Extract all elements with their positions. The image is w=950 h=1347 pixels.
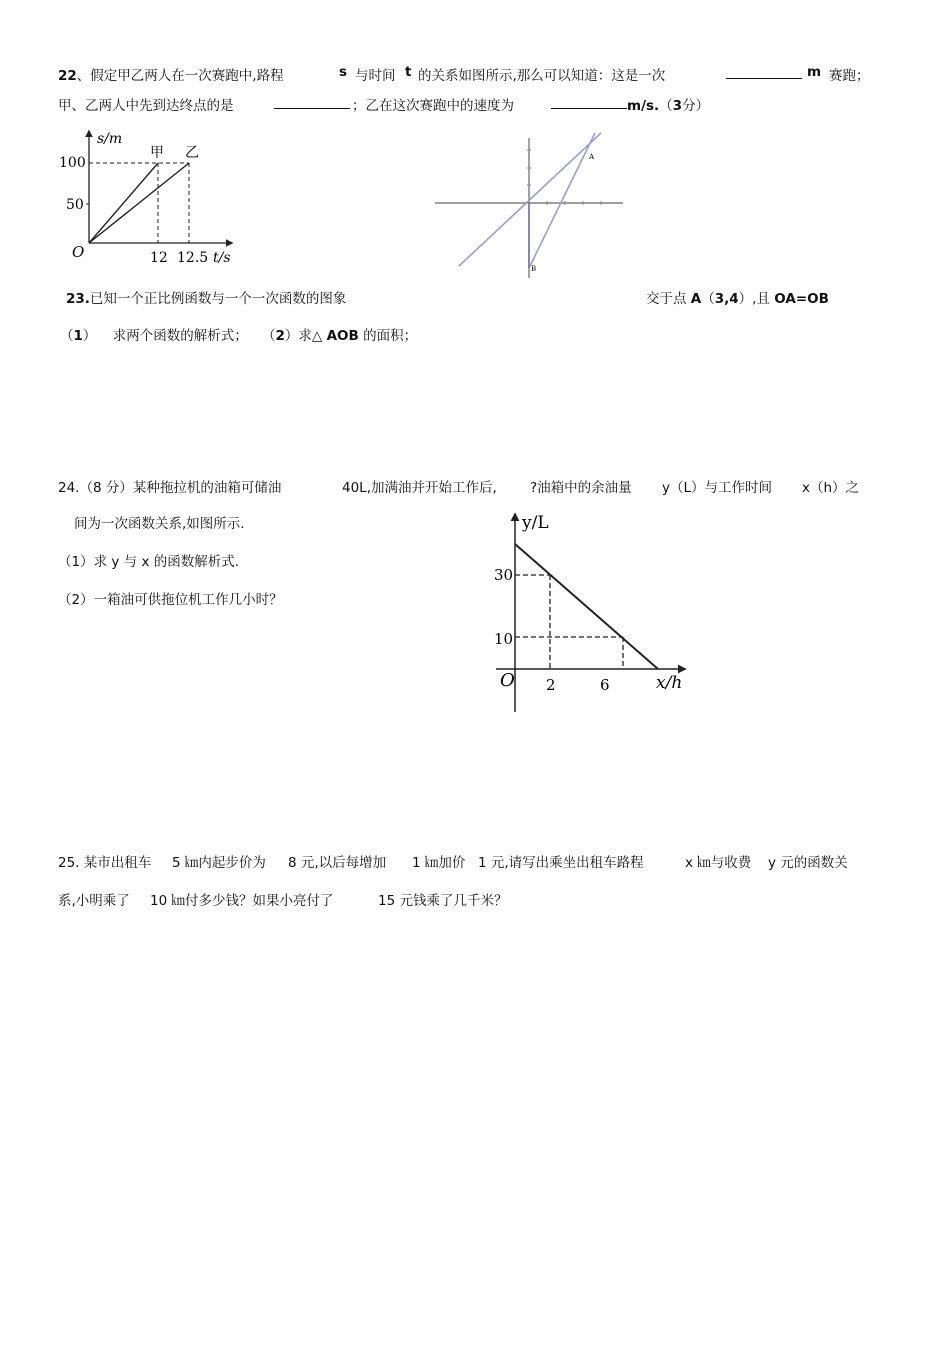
g24-ylabel: y/L <box>522 513 549 533</box>
q24-line1-a: 24.（8 分）某种拖拉机的油箱可储油 <box>58 480 282 496</box>
q23-p2-close: ）求△ <box>284 328 323 344</box>
q25-j: 15 元钱乘了几千米？ <box>378 893 508 909</box>
q22-text-2: 与时间 <box>355 68 396 84</box>
g24-ytick-10: 10 <box>494 630 514 648</box>
q24-line1-c: ?油箱中的余油量 <box>530 480 632 496</box>
g24-series <box>515 544 658 669</box>
q22-text-1: 、假定甲乙两人在一次赛跑中,路程 <box>76 68 284 84</box>
g22-xtick-12-5: 12.5 <box>177 250 209 266</box>
g22-series-jia <box>89 163 158 243</box>
q23-text-2: 交于点 <box>646 291 687 307</box>
q22-blank-2[interactable] <box>274 94 350 113</box>
g22-label-yi: 乙 <box>185 145 199 161</box>
q23-number: 23. <box>66 291 90 307</box>
q25-d: 1 ㎞加价 <box>412 855 466 871</box>
q23-p1-close: ） <box>82 328 97 344</box>
q22-text-3: 的关系如图所示,那么可以知道：这是一次 <box>418 68 666 84</box>
graph-23 <box>435 128 635 283</box>
q22-blank-1[interactable] <box>726 64 802 83</box>
q24-part1: （1）求 y 与 x 的函数解析式. <box>58 554 240 570</box>
q24-line1-d: y（L）与工作时间 <box>662 480 773 496</box>
q22-unit-ms: m/s. <box>627 98 660 114</box>
q25-b: 5 ㎞内起步价为 <box>172 855 266 871</box>
q23-paren-open: （ <box>701 291 715 307</box>
q24-line2: 间为一次函数关系,如图所示. <box>74 516 245 532</box>
q22-points-close: 分） <box>682 98 710 114</box>
q22-var-s: s <box>339 64 348 80</box>
g22-ylabel: s/m <box>97 131 123 147</box>
q22-points: 3 <box>672 98 683 114</box>
q25-e: 1 元,请写出乘坐出租车路程 <box>478 855 644 871</box>
g23-line-linear <box>529 133 595 268</box>
q22-points-open: （ <box>659 98 673 114</box>
q22-unit-m: m <box>807 64 822 80</box>
q22-blank-3[interactable] <box>551 94 627 113</box>
q23-point-A: A <box>690 291 702 307</box>
g22-origin: O <box>72 243 85 261</box>
q23-p1-num: 1 <box>73 328 83 344</box>
q23-text-1: 已知一个正比例函数与一个一次函数的图象 <box>89 291 347 307</box>
q25-h: 系,小明乘了 <box>58 893 130 909</box>
q25-i: 10 ㎞付多少钱？如果小亮付了 <box>150 893 334 909</box>
q23-aob: AOB <box>326 328 359 344</box>
g24-origin: O <box>500 670 515 691</box>
q23-condition: OA=OB <box>774 291 829 307</box>
q22-line2-a: 甲、乙两人中先到达终点的是 <box>58 98 234 114</box>
g22-series-yi <box>89 163 189 243</box>
g24-xtick-6: 6 <box>600 676 610 694</box>
q23-line1-a <box>66 287 346 307</box>
g22-ytick-100: 100 <box>59 155 86 171</box>
g22-xtick-12: 12 <box>150 250 168 266</box>
q22-line2-c <box>627 94 709 114</box>
g23-label-B: B <box>531 265 537 273</box>
g23-line-proportional <box>459 133 601 266</box>
q25-g: y 元的函数关 <box>768 855 848 871</box>
q24-line1-b: 40L,加满油并开始工作后, <box>342 480 497 496</box>
q25-f: x ㎞与收费 <box>685 855 752 871</box>
q25-a: 25. 某市出租车 <box>58 855 152 871</box>
g23-label-A: A <box>589 153 595 161</box>
graph-24 <box>488 508 703 718</box>
q22-line2-b: ；乙在这次赛跑中的速度为 <box>352 98 514 114</box>
q24-line1-e: x（h）之 <box>802 480 860 496</box>
g22-label-jia: 甲 <box>150 145 164 161</box>
q24-part2: （2）一箱油可供拖位机工作几小时？ <box>58 592 283 608</box>
q23-coords: 3,4 <box>714 291 739 307</box>
q23-line2 <box>60 324 417 344</box>
g22-xlabel: t/s <box>213 250 231 266</box>
q23-p1-open: （ <box>60 328 74 344</box>
graph-22 <box>55 125 255 270</box>
q23-p2-open: （ <box>262 328 276 344</box>
q23-part2: 的面积； <box>363 328 418 344</box>
q23-p2-num: 2 <box>275 328 285 344</box>
q23-part1: 求两个函数的解析式； <box>112 328 248 344</box>
g24-xlabel: x/h <box>656 673 683 693</box>
q22-text-4: 赛跑； <box>829 68 870 84</box>
g24-ytick-30: 30 <box>494 566 514 584</box>
g24-xtick-2: 2 <box>546 676 556 694</box>
q23-line1-b <box>646 287 829 307</box>
q25-c: 8 元,以后每增加 <box>288 855 387 871</box>
q22-number: 22 <box>58 68 77 84</box>
q23-paren-close: ）,且 <box>738 291 770 307</box>
g22-ytick-50: 50 <box>66 197 84 213</box>
q22-line1 <box>58 64 284 84</box>
q22-var-t: t <box>405 64 412 80</box>
